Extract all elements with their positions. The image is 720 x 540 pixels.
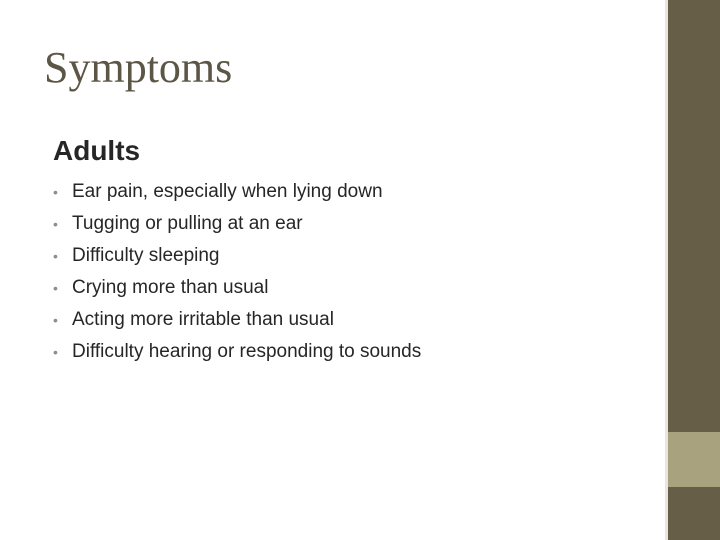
list-item-text: Crying more than usual <box>72 277 269 298</box>
list-item-text: Difficulty hearing or responding to sounds <box>72 341 422 362</box>
bullet-icon: • <box>53 248 58 264</box>
section-heading: Adults <box>53 135 141 166</box>
list-item <box>53 272 421 304</box>
bullet-icon: • <box>53 184 58 200</box>
bullet-icon: • <box>53 312 58 328</box>
list-item-text: Ear pain, especially when lying down <box>72 181 383 202</box>
list-item <box>53 336 421 368</box>
list-item-text: Difficulty sleeping <box>72 245 220 266</box>
list-item <box>53 304 421 336</box>
bullet-icon: • <box>53 216 58 232</box>
slide-title: Symptoms <box>44 43 233 92</box>
list-item <box>53 176 421 208</box>
decorative-sidebar-accent <box>668 432 720 487</box>
list-item-text: Acting more irritable than usual <box>72 309 334 330</box>
bullet-icon: • <box>53 280 58 296</box>
bullet-list <box>53 176 421 368</box>
list-item <box>53 208 421 240</box>
list-item <box>53 240 421 272</box>
bullet-icon: • <box>53 344 58 360</box>
list-item-text: Tugging or pulling at an ear <box>72 213 303 234</box>
